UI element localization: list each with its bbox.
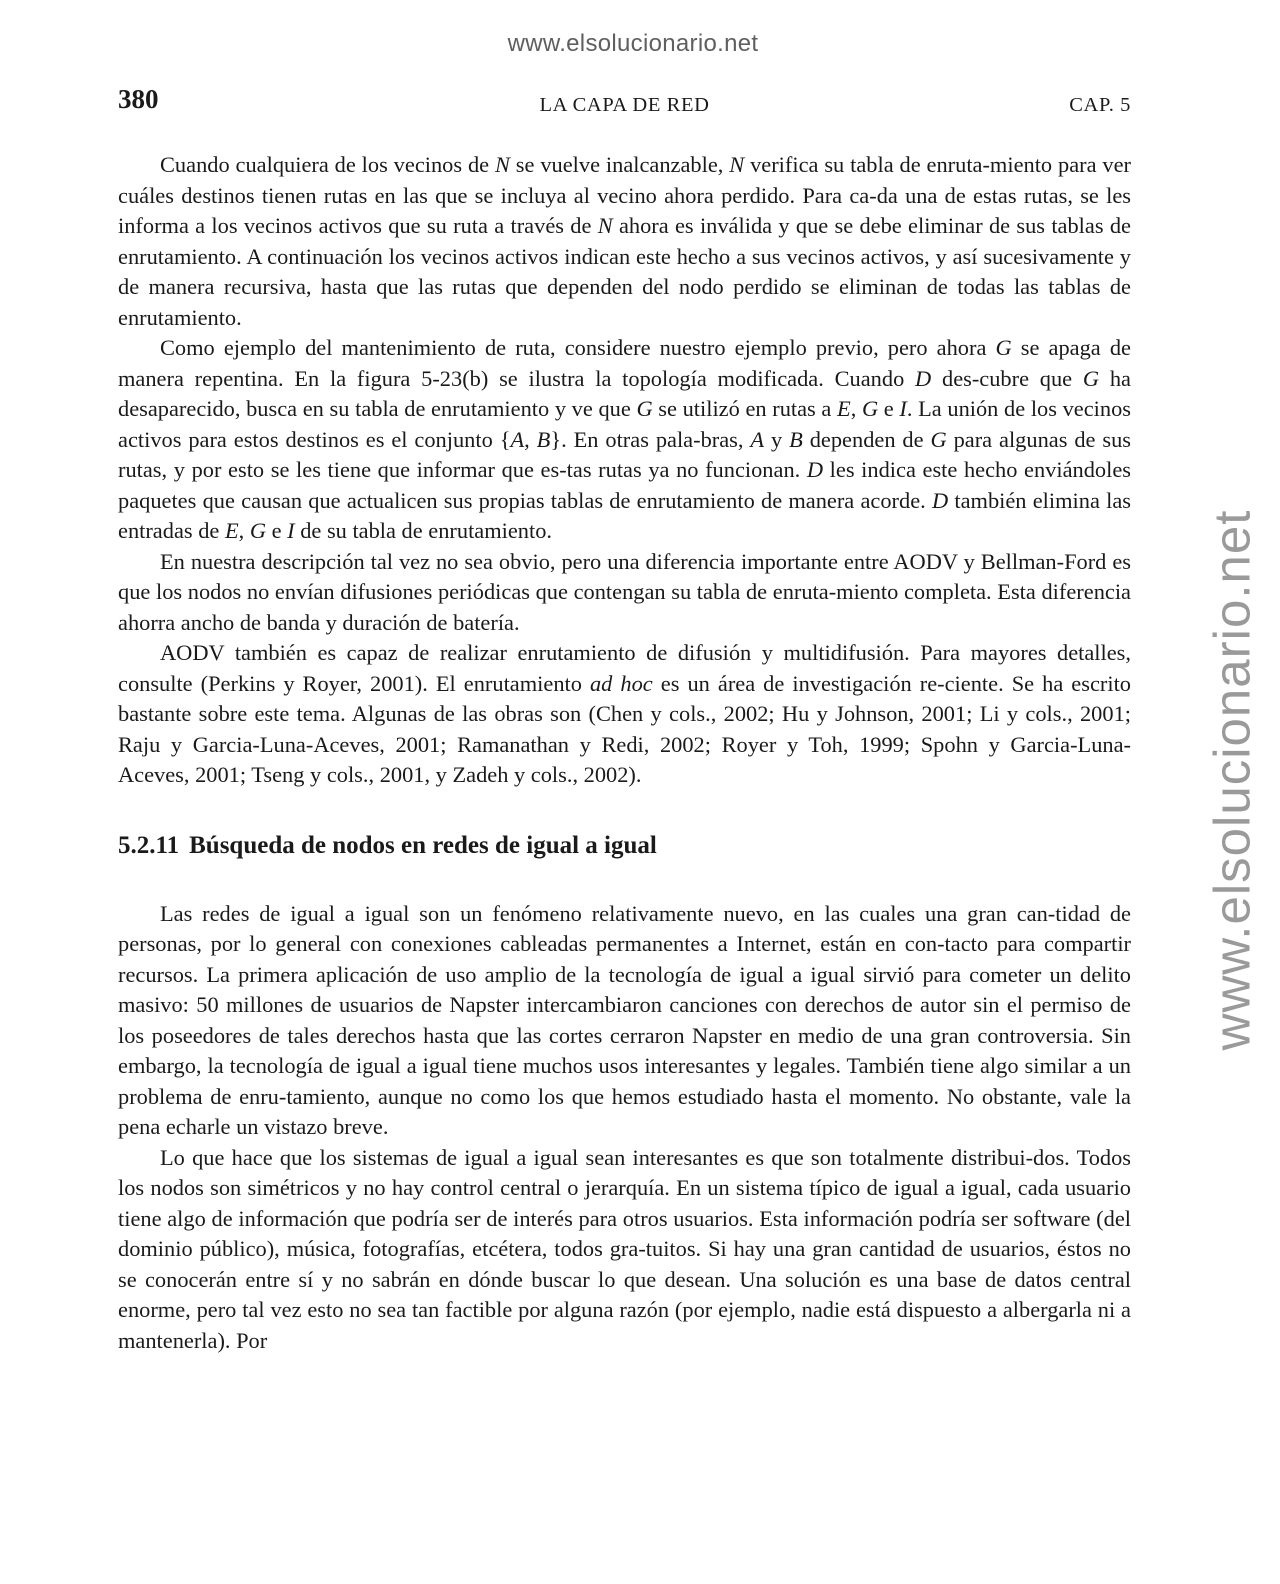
section-heading (118, 831, 1131, 861)
watermark-side: www.elsolucionario.net (1203, 509, 1261, 1051)
section-number: 5.2.11 (118, 831, 180, 859)
page-number: 380 (118, 84, 159, 114)
paragraph: Las redes de igual a igual son un fenómeno relativamente nuevo, en las cuales una gran can-tidad de personas, por lo general con conexiones cableadas permanentes a Internet, están en con-tacto para compartir recursos. La primera aplicación de uso amplio de la tecnología de igual a igual sirvió para cometer un delito masivo: 50 millones de usuarios de Napster intercambiaron canciones con derechos de autor sin el permiso de los poseedores de tales derechos hasta que las cortes cerraron Napster en medio de una gran controversia. Sin embargo, la tecnología de igual a igual tiene muchos usos interesantes y legales. También tiene algo similar a un problema de enru-tamiento, aunque no como los que hemos estudiado hasta el momento. No obstante, vale la pena echarle un vistazo breve. (118, 900, 1131, 1139)
text-body (118, 150, 1131, 1356)
paragraph: AODV también es capaz de realizar enrutamiento de difusión y multidifusión. Para mayores detalles, consulte (Perkins y Royer, 2001). El enrutamiento ad hoc es un área de investigación re-ciente. Se ha escrito bastante sobre este tema. Algunas de las obras son (Chen y cols., 2002; Hu y Johnson, 2001; Li y cols., 2001; Raju y Garcia-Luna-Aceves, 2001; Ramanathan y Redi, 2002; Royer y Toh, 1999; Spohn y Garcia-Luna-Aceves, 2001; Tseng y cols., 2001, y Zadeh y cols., 2002). (118, 640, 1131, 787)
running-head (118, 84, 1131, 124)
chapter-label: CAP. 5 (1069, 94, 1131, 116)
running-title: LA CAPA DE RED (539, 94, 710, 116)
paragraph: Como ejemplo del mantenimiento de ruta, considere nuestro ejemplo previo, pero ahora G se apaga de manera repentina. En la figura 5-23(b) se ilustra la topología modificada. Cuando D des-cubre que G ha desaparecido, busca en su tabla de enrutamiento y ve que G se utilizó en rutas a E, G e I. La unión de los vecinos activos para estos destinos es el conjunto {A, B}. En otras pala-bras, A y B dependen de G para algunas de sus rutas, y por esto se les tiene que informar que es-tas rutas ya no funcionan. D les indica este hecho enviándoles paquetes que causan que actualicen sus propias tablas de enrutamiento de manera acorde. D también elimina las entradas de E, G e I de su tabla de enrutamiento. (118, 335, 1131, 543)
watermark-top: www.elsolucionario.net (507, 30, 759, 57)
paragraph: Cuando cualquiera de los vecinos de N se vuelve inalcanzable, N verifica su tabla de enruta-miento para ver cuáles destinos tienen rutas en las que se incluya al vecino ahora perdido. Para ca-da una de estas rutas, se les informa a los vecinos activos que su ruta a través de N ahora es inválida y que se debe eliminar de sus tablas de enrutamiento. A continuación los vecinos activos indican este hecho a sus vecinos activos, y así sucesivamente y de manera recursiva, hasta que las rutas que dependen del nodo perdido se eliminan de todas las tablas de enrutamiento. (118, 152, 1131, 330)
paragraph: Lo que hace que los sistemas de igual a igual sean interesantes es que son totalmente distribui-dos. Todos los nodos son simétricos y no hay control central o jerarquía. En un sistema típico de igual a igual, cada usuario tiene algo de información que podría ser de interés para otros usuarios. Esta información podría ser software (del dominio público), música, fotografías, etcétera, todos gra-tuitos. Si hay una gran cantidad de usuarios, éstos no se conocerán entre sí y no sabrán en dónde buscar lo que desean. Una solución es una base de datos central enorme, pero tal vez esto no sea tan factible por alguna razón (por ejemplo, nadie está dispuesto a albergarla ni a mantenerla). Por (118, 1144, 1131, 1353)
section-title: Búsqueda de nodos en redes de igual a igual (189, 831, 657, 859)
paragraph: En nuestra descripción tal vez no sea obvio, pero una diferencia importante entre AODV y Bellman-Ford es que los nodos no envían difusiones periódicas que contengan su tabla de enruta-miento completa. Esta diferencia ahorra ancho de banda y duración de batería. (118, 548, 1131, 635)
